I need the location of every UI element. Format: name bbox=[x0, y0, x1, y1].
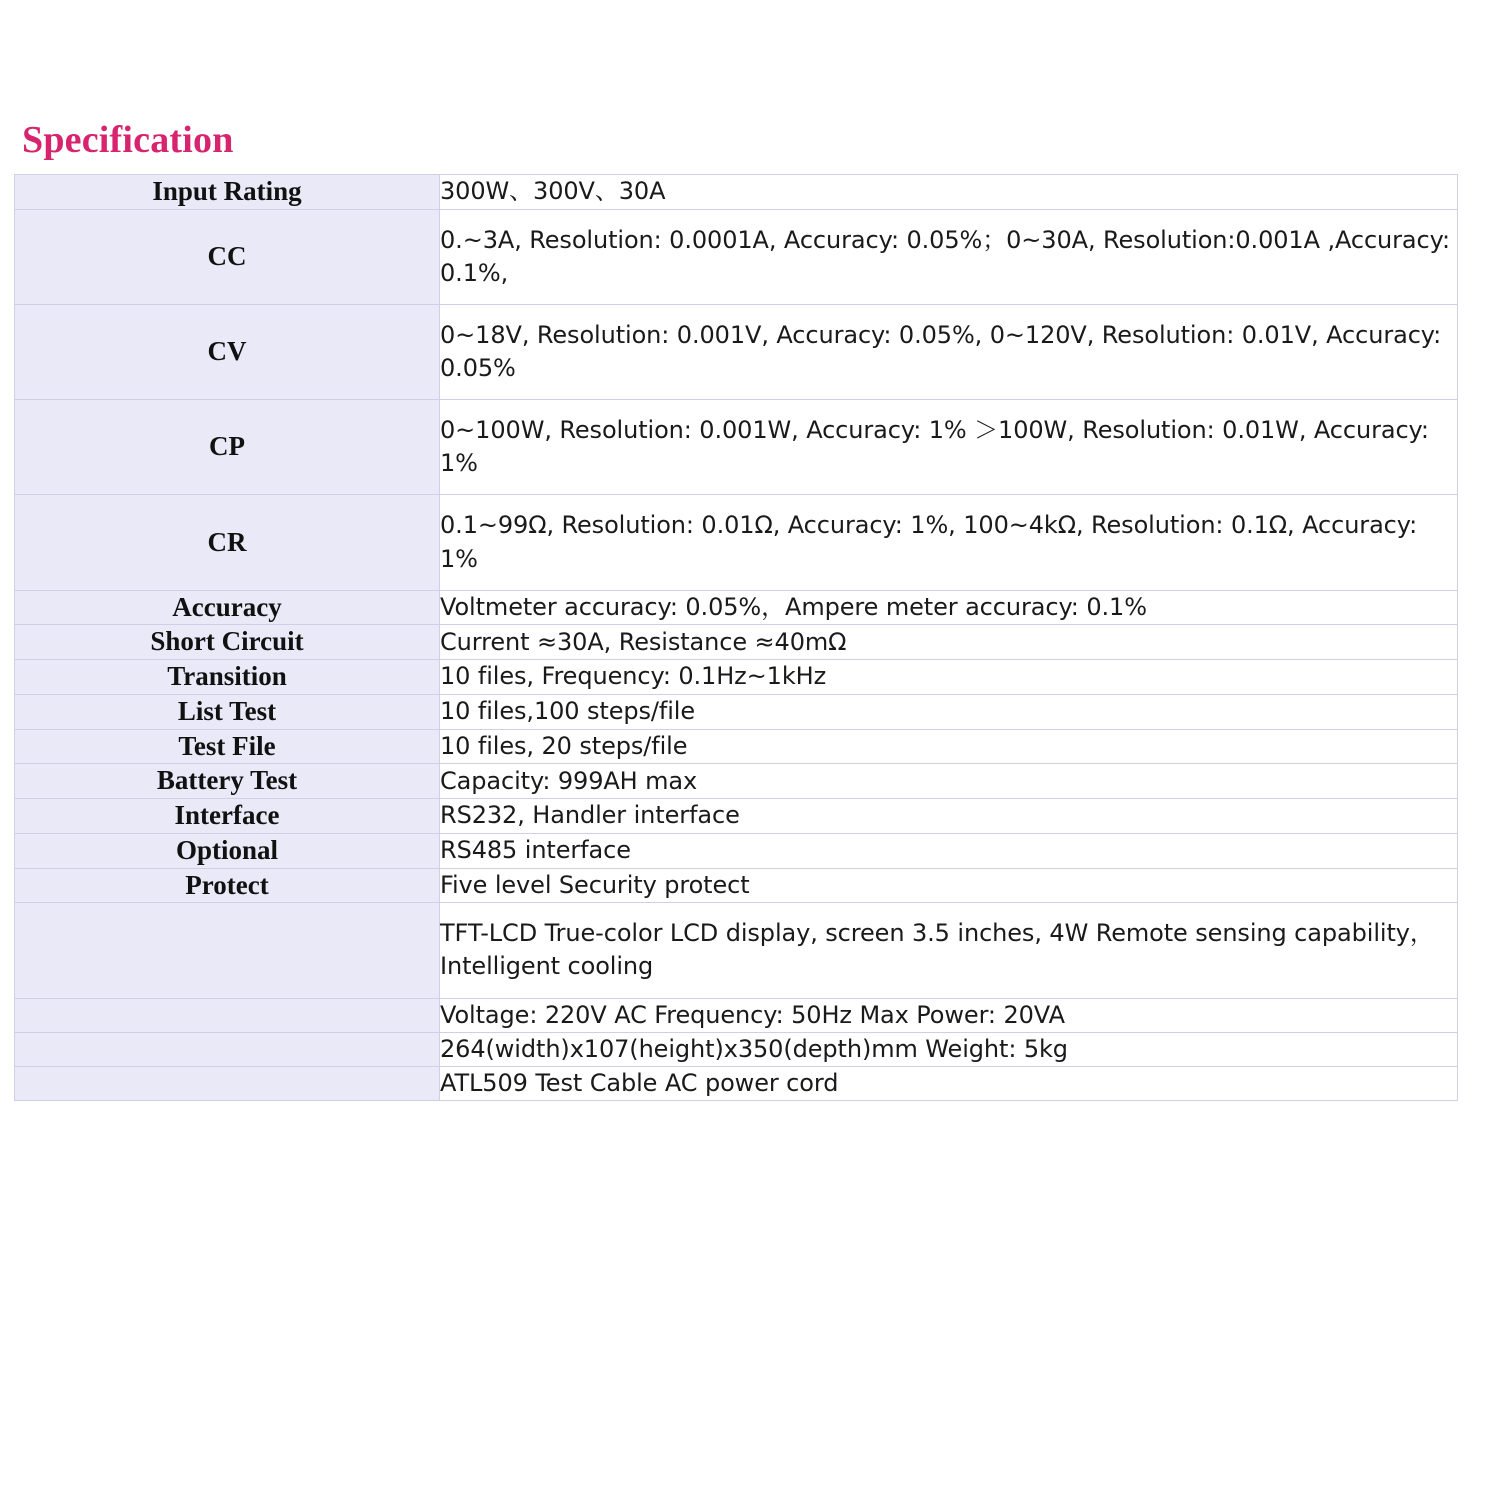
table-row bbox=[15, 1066, 1458, 1100]
table-row bbox=[15, 1032, 1458, 1066]
spec-value: Voltage: 220V AC Frequency: 50Hz Max Power: 20VA bbox=[440, 998, 1458, 1032]
spec-value: TFT-LCD True-color LCD display, screen 3.5 inches, 4W Remote sensing capability，Intelligent cooling bbox=[440, 903, 1458, 998]
spec-label: Accuracy bbox=[15, 590, 440, 625]
table-row bbox=[15, 729, 1458, 764]
table-row bbox=[15, 868, 1458, 903]
table-row bbox=[15, 590, 1458, 625]
spec-value: 10 files, Frequency: 0.1Hz~1kHz bbox=[440, 660, 1458, 695]
spec-label: CV bbox=[15, 304, 440, 399]
table-row bbox=[15, 799, 1458, 834]
spec-label: Protect bbox=[15, 868, 440, 903]
table-row bbox=[15, 625, 1458, 660]
spec-value: 10 files, 20 steps/file bbox=[440, 729, 1458, 764]
table-row bbox=[15, 304, 1458, 399]
specification-table bbox=[14, 174, 1458, 1101]
page-title: Specification bbox=[22, 119, 234, 161]
spec-value: 300W、300V、30A bbox=[440, 175, 1458, 210]
spec-label bbox=[15, 1066, 440, 1100]
spec-value: RS485 interface bbox=[440, 833, 1458, 868]
table-row bbox=[15, 209, 1458, 304]
table-row bbox=[15, 495, 1458, 590]
table-row bbox=[15, 903, 1458, 998]
spec-label: Battery Test bbox=[15, 764, 440, 799]
spec-label: CC bbox=[15, 209, 440, 304]
spec-value: RS232, Handler interface bbox=[440, 799, 1458, 834]
spec-label: CR bbox=[15, 495, 440, 590]
spec-label: Test File bbox=[15, 729, 440, 764]
table-row bbox=[15, 833, 1458, 868]
spec-value: 0.~3A, Resolution: 0.0001A, Accuracy: 0.05%；0~30A, Resolution:0.001A ,Accuracy: 0.1%, bbox=[440, 209, 1458, 304]
spec-label: Input Rating bbox=[15, 175, 440, 210]
spec-value: Capacity: 999AH max bbox=[440, 764, 1458, 799]
specification-table-body bbox=[15, 175, 1458, 1101]
spec-value: Five level Security protect bbox=[440, 868, 1458, 903]
spec-value: 0~18V, Resolution: 0.001V, Accuracy: 0.05%, 0~120V, Resolution: 0.01V, Accuracy: 0.05% bbox=[440, 304, 1458, 399]
spec-value: Current ≈30A, Resistance ≈40mΩ bbox=[440, 625, 1458, 660]
spec-label bbox=[15, 998, 440, 1032]
table-row bbox=[15, 660, 1458, 695]
spec-value: ATL509 Test Cable AC power cord bbox=[440, 1066, 1458, 1100]
spec-label: CP bbox=[15, 400, 440, 495]
spec-value: 264(width)x107(height)x350(depth)mm Weight: 5kg bbox=[440, 1032, 1458, 1066]
spec-value: 0.1~99Ω, Resolution: 0.01Ω, Accuracy: 1%, 100~4kΩ, Resolution: 0.1Ω, Accuracy: 1% bbox=[440, 495, 1458, 590]
spec-value: Voltmeter accuracy: 0.05%，Ampere meter accuracy: 0.1% bbox=[440, 590, 1458, 625]
spec-label bbox=[15, 903, 440, 998]
spec-label: Transition bbox=[15, 660, 440, 695]
table-row bbox=[15, 175, 1458, 210]
spec-label: Short Circuit bbox=[15, 625, 440, 660]
table-row bbox=[15, 998, 1458, 1032]
spec-label: List Test bbox=[15, 694, 440, 729]
spec-value: 0~100W, Resolution: 0.001W, Accuracy: 1% ＞100W, Resolution: 0.01W, Accuracy: 1% bbox=[440, 400, 1458, 495]
table-row bbox=[15, 694, 1458, 729]
table-row bbox=[15, 764, 1458, 799]
spec-value: 10 files,100 steps/file bbox=[440, 694, 1458, 729]
spec-label: Interface bbox=[15, 799, 440, 834]
spec-label: Optional bbox=[15, 833, 440, 868]
spec-label bbox=[15, 1032, 440, 1066]
table-row bbox=[15, 400, 1458, 495]
